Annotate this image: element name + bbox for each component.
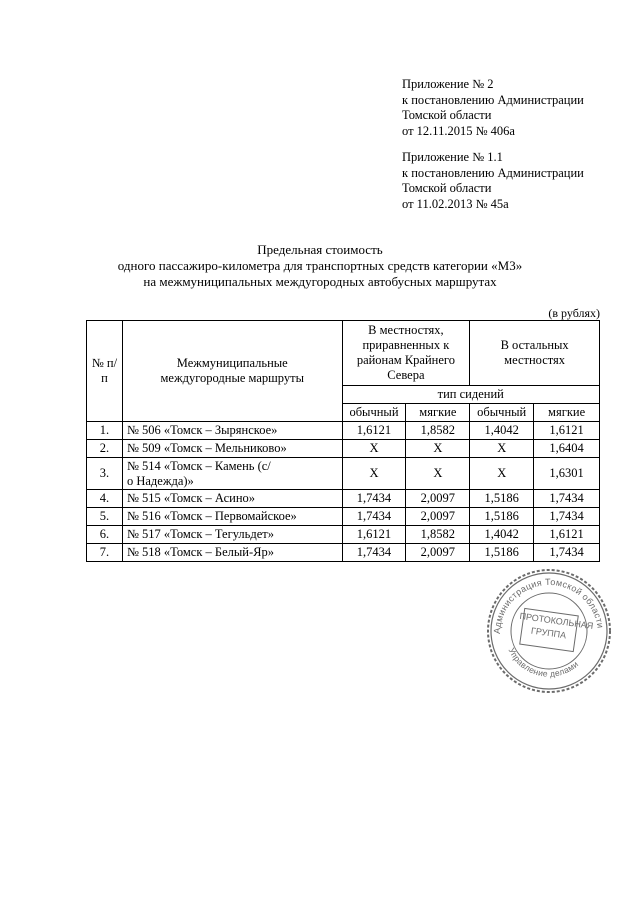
cell-north-soft: X [406, 440, 470, 458]
cell-other-soft: 1,6121 [534, 422, 600, 440]
header-north: В местностях, приравненных к районам Крайнего Севера [342, 321, 470, 386]
appendix-original-line4: от 11.02.2013 № 45а [402, 196, 509, 211]
appendix-original-line1: Приложение № 1.1 [402, 150, 503, 164]
tariff-table [86, 320, 600, 562]
title-line2: одного пассажиро-километра для транспортных средств категории «М3» [117, 258, 523, 273]
table-row [87, 508, 600, 526]
appendix-current-line1: Приложение № 2 [402, 77, 494, 91]
cell-north-soft: 2,0097 [406, 490, 470, 508]
appendix-original-line3: Томской области [402, 181, 492, 195]
cell-other-regular: 1,4042 [470, 422, 534, 440]
cell-other-regular: X [470, 440, 534, 458]
header-north-soft: мягкие [406, 404, 470, 422]
cell-north-regular: X [342, 440, 406, 458]
header-other: В остальных местностях [470, 321, 600, 386]
row-route: № 515 «Томск – Асино» [122, 490, 342, 508]
row-route: № 514 «Томск – Камень (с/о Надежда)» [122, 458, 342, 490]
cell-other-regular: X [470, 458, 534, 490]
row-route: № 517 «Томск – Тегульдет» [122, 526, 342, 544]
appendix-current-line3: Томской области [402, 108, 492, 122]
cell-north-soft: 1,8582 [406, 526, 470, 544]
cell-other-soft: 1,7434 [534, 544, 600, 562]
header-other-regular: обычный [470, 404, 534, 422]
cell-other-soft: 1,6404 [534, 440, 600, 458]
title-line3: на межмуниципальных междугородных автобусных маршрутах [143, 274, 497, 289]
cell-other-regular: 1,5186 [470, 490, 534, 508]
appendix-current [402, 77, 584, 139]
table-row [87, 440, 600, 458]
appendix-current-line2: к постановлению Администрации [402, 92, 584, 107]
header-other-soft: мягкие [534, 404, 600, 422]
row-route: № 518 «Томск – Белый-Яр» [122, 544, 342, 562]
appendix-original [402, 150, 584, 212]
stamp-ring-bottom-text: Управление делами [506, 646, 581, 679]
row-num: 7. [87, 544, 123, 562]
stamp-center-text: ПРОТОКОЛЬНАЯ ГРУППА [518, 610, 594, 641]
title-line1: Предельная стоимость [257, 242, 383, 257]
cell-north-regular: 1,6121 [342, 422, 406, 440]
appendix-current-line4: от 12.11.2015 № 406а [402, 123, 515, 138]
table-row [87, 458, 600, 490]
cell-other-soft: 1,6301 [534, 458, 600, 490]
row-route: № 506 «Томск – Зырянское» [122, 422, 342, 440]
cell-north-regular: 1,7434 [342, 544, 406, 562]
row-route: № 509 «Томск – Мельниково» [122, 440, 342, 458]
stamp-ring-top-text: Администрация Томской области [491, 576, 606, 635]
cell-other-soft: 1,6121 [534, 526, 600, 544]
row-num: 4. [87, 490, 123, 508]
row-num: 2. [87, 440, 123, 458]
cell-north-regular: 1,7434 [342, 490, 406, 508]
header-north-regular: обычный [342, 404, 406, 422]
row-num: 5. [87, 508, 123, 526]
row-num: 3. [87, 458, 123, 490]
document-title [0, 242, 640, 290]
table-row [87, 544, 600, 562]
cell-north-regular: 1,7434 [342, 508, 406, 526]
appendix-original-line2: к постановлению Администрации [402, 165, 584, 180]
cell-other-regular: 1,5186 [470, 508, 534, 526]
table-row [87, 422, 600, 440]
cell-other-regular: 1,4042 [470, 526, 534, 544]
cell-north-soft: 2,0097 [406, 508, 470, 526]
cell-other-soft: 1,7434 [534, 490, 600, 508]
cell-other-soft: 1,7434 [534, 508, 600, 526]
table-row [87, 526, 600, 544]
cell-north-regular: X [342, 458, 406, 490]
cell-north-soft: 1,8582 [406, 422, 470, 440]
official-stamp [484, 566, 614, 696]
cell-other-regular: 1,5186 [470, 544, 534, 562]
row-route: № 516 «Томск – Первомайское» [122, 508, 342, 526]
header-seat-type: тип сидений [342, 386, 599, 404]
row-num: 6. [87, 526, 123, 544]
header-route: Межмуниципальные междугородные маршруты [122, 321, 342, 422]
cell-north-regular: 1,6121 [342, 526, 406, 544]
unit-note: (в рублях) [548, 306, 600, 320]
header-num: № п/п [87, 321, 123, 422]
cell-north-soft: 2,0097 [406, 544, 470, 562]
row-num: 1. [87, 422, 123, 440]
table-row [87, 490, 600, 508]
cell-north-soft: X [406, 458, 470, 490]
